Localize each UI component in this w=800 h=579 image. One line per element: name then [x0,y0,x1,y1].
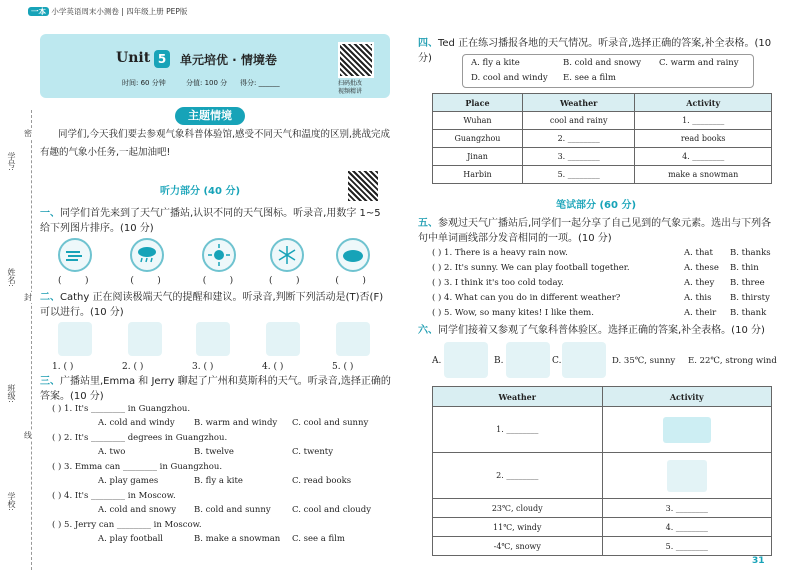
q2-picture-4 [266,322,300,356]
q3-item-1-option-c[interactable]: C. cool and sunny [292,418,369,428]
q3-text [40,374,392,404]
q4-cell: Wuhan [433,112,523,130]
q2-number: 二、 [40,292,60,303]
cloudy-icon [336,238,370,272]
q3-item-5-option-c[interactable]: C. see a film [292,534,345,544]
qr-caption-1: 扫码批改 [338,80,363,87]
q3-item-2-options [52,447,392,462]
q3-item-3-option-b[interactable]: B. fly a kite [194,476,243,486]
q5-item-3-option-a[interactable]: A. they [684,278,715,288]
fold-mark-3: 线 [24,431,32,440]
q6-cell: 11℃, windy [433,518,603,537]
q4-header-place: Place [433,94,523,112]
q4-cell: Harbin [433,166,523,184]
q6-text [418,323,778,338]
q5-item-5-option-b[interactable]: B. thank [730,308,767,318]
q1-blank-3[interactable]: ( ) [202,276,234,286]
snowy-icon [270,238,304,272]
listening-heading: 听力部分 (40 分) [160,186,241,197]
q4-answer-cell[interactable]: 3. ________ [522,148,634,166]
q4-cell: read books [635,130,772,148]
q6-answer-cell[interactable]: 3. ________ [602,499,772,518]
side-label-student-id: 学号: [7,152,16,171]
q3-item-4-option-b[interactable]: B. cold and sunny [194,505,271,515]
q3-item-1-options [52,418,392,433]
q4-number: 四、 [418,38,438,49]
unit-title: 单元培优 · 情境卷 [180,53,277,67]
q6-answer-cell[interactable]: 2. ________ [433,453,603,499]
q1-blank-5[interactable]: ( ) [335,276,366,286]
q4-cell: make a snowman [635,166,772,184]
q2-label-1[interactable]: 1. ( ) [52,362,74,372]
q6-option-b-picture [506,342,550,378]
q3-item-3-option-a[interactable]: A. play games [98,476,159,486]
q1-text [40,206,392,236]
writing-heading: 笔试部分 (60 分) [556,200,637,211]
unit-number-badge: 5 [154,50,170,68]
qr-caption-2: 视频精讲 [338,88,363,95]
q5-item-3-question: ( ) 3. I think it's too cold today. [432,278,564,288]
q5-item-4-option-b[interactable]: B. thirsty [730,293,770,303]
q3-item-1-option-b[interactable]: B. warm and windy [194,418,278,428]
q5-number: 五、 [418,218,438,229]
q5-item-1-option-b[interactable]: B. thanks [730,248,771,258]
grade-label: 四年级上册 PEP版 [126,7,188,16]
q1-number: 一、 [40,208,60,219]
q2-label-5[interactable]: 5. ( ) [332,362,354,372]
q4-cell: Guangzhou [433,130,523,148]
q3-item-3-question: ( ) 3. Emma can ________ in Guangzhou. [52,462,223,472]
q4-table [432,93,772,184]
q5-text [418,216,778,246]
series-title: 小学英语周末小测卷 [51,7,119,16]
q4-option-b: B. cold and snowy [563,58,642,68]
q5-item-5-option-a[interactable]: A. their [684,308,717,318]
q3-item-5-option-b[interactable]: B. make a snowman [194,534,281,544]
q5-item-5 [432,308,777,323]
qr-code-listening[interactable] [348,171,378,201]
q2-label-4[interactable]: 4. ( ) [262,362,284,372]
q6-option-b-label: B. [494,356,504,366]
q2-prompt: Cathy 正在阅读极端天气的提醒和建议。听录音,判断下列活动是(T)否(F)可以进行。(10 分) [40,292,384,318]
q4-option-a: A. fly a kite [471,58,520,68]
q3-item-4-option-c[interactable]: C. cool and cloudy [292,505,372,515]
side-label-school: 学校: [7,492,16,511]
q3-item-2-option-c[interactable]: C. twenty [292,447,334,457]
windy-icon [58,238,92,272]
q3-item-4-option-a[interactable]: A. cold and snowy [98,505,176,515]
q1-blank-1[interactable]: ( ) [58,276,89,286]
q3-item-5-option-a[interactable]: A. play football [98,534,164,544]
q4-cell: Jinan [433,148,523,166]
rainy-icon [130,238,164,272]
series-logo: 一本 [28,7,49,16]
q4-cell: cool and rainy [522,112,634,130]
q5-items [432,248,777,323]
q5-item-3 [432,278,777,293]
series-header: 一本 小学英语周末小测卷 | 四年级上册 PEP版 [28,6,187,17]
q5-item-2 [432,263,777,278]
q5-item-4 [432,293,777,308]
q5-item-1-option-a[interactable]: A. that [684,248,713,258]
q6-cell: 23℃, cloudy [433,499,603,518]
page-number: 31 [752,556,765,566]
q6-option-e: E. 22℃, strong wind [688,356,777,366]
q3-item-2-option-b[interactable]: B. twelve [194,447,234,457]
q6-option-d: D. 35℃, sunny [612,356,676,366]
q4-answer-cell[interactable]: 2. ________ [522,130,634,148]
q6-answer-cell[interactable]: 4. ________ [602,518,772,537]
q5-item-3-option-b[interactable]: B. three [730,278,765,288]
time-info: 时间: 60 分钟 [122,79,166,87]
q6-activity-picture-kids [602,453,772,499]
q5-item-2-option-a[interactable]: A. these [684,263,719,273]
q6-option-c-picture [562,342,606,378]
q4-header-activity: Activity [635,94,772,112]
q6-table [432,386,772,556]
q2-label-3[interactable]: 3. ( ) [192,362,214,372]
fold-mark-2: 封 [24,293,32,302]
q4-header-weather: Weather [522,94,634,112]
q6-header-activity: Activity [602,387,772,407]
q2-picture-2 [128,322,162,356]
qr-code[interactable] [338,42,374,78]
sunny-icon [202,238,236,272]
q6-activity-picture-swim [602,407,772,453]
unit-word: Unit [116,50,151,66]
q3-items [52,404,392,549]
q2-label-2[interactable]: 2. ( ) [122,362,144,372]
score-info: 分值: 100 分 [186,79,228,87]
binding-line [31,110,32,570]
q6-cell: -4℃, snowy [433,537,603,556]
q6-option-a-picture [444,342,488,378]
side-label-name: 姓名: [7,268,16,287]
q3-item-1-question: ( ) 1. It's ________ in Guangzhou. [52,404,191,414]
q2-text [40,290,392,320]
q6-header-weather: Weather [433,387,603,407]
q4-options-box [462,54,754,88]
q4-option-e: E. see a film [563,73,616,83]
q1-blank-4[interactable]: ( ) [269,276,300,286]
q2-picture-3 [196,322,230,356]
q2-picture-5 [336,322,370,356]
got-score-info: 得分: ______ [240,79,280,87]
q3-item-3-options [52,476,392,491]
q6-number: 六、 [418,325,438,336]
q4-answer-cell[interactable]: 5. ________ [522,166,634,184]
q3-item-2-question: ( ) 2. It's ________ degrees in Guangzhou. [52,433,228,443]
q5-item-2-option-b[interactable]: B. thin [730,263,759,273]
q4-option-c: C. warm and rainy [659,58,739,68]
q1-blank-2[interactable]: ( ) [130,276,161,286]
q5-prompt: 参观过天气广播站后,同学们一起分享了自己见到的气象元素。选出与下列各句中单词画线部分发音相同的一项。(10 分) [418,218,772,244]
q6-option-c-label: C. [552,356,562,366]
q3-item-5-options [52,534,392,549]
q3-item-1-option-a[interactable]: A. cold and windy [98,418,175,428]
q2-picture-1 [58,322,92,356]
q1-prompt: 同学们首先来到了天气广播站,认识不同的天气图标。听录音,用数字 1~5 给下列图片排序。(10 分) [40,208,381,234]
q6-prompt: 同学们接着又参观了气象科普体验区。选择正确的答案,补全表格。(10 分) [438,325,765,336]
q1-answer-row [58,276,366,286]
q5-item-2-question: ( ) 2. It's sunny. We can play football together. [432,263,630,273]
q5-item-4-question: ( ) 4. What can you do in different weather? [432,293,621,303]
q5-item-1 [432,248,777,263]
q3-item-4-question: ( ) 4. It's ________ in Moscow. [52,491,176,501]
q4-option-d: D. cool and windy [471,73,548,83]
unit-banner [40,34,390,98]
theme-intro: 同学们,今天我们要去参观气象科普体验馆,感受不同天气和温度的区别,挑战完成有趣的气象小任务,一起加油吧! [40,129,391,158]
q6-option-a-label: A. [432,356,442,366]
q5-item-1-question: ( ) 1. There is a heavy rain now. [432,248,568,258]
q6-answer-cell[interactable]: 1. ________ [433,407,603,453]
q3-number: 三、 [40,376,60,387]
q3-item-5-question: ( ) 5. Jerry can ________ in Moscow. [52,520,202,530]
side-label-class: 班级: [7,384,16,403]
q4-answer-cell[interactable]: 1. ________ [635,112,772,130]
q4-answer-cell[interactable]: 4. ________ [635,148,772,166]
q3-item-3-option-c[interactable]: C. read books [292,476,352,486]
q3-prompt: 广播站里,Emma 和 Jerry 聊起了广州和莫斯科的天气。听录音,选择正确的答案。(10 分) [40,376,391,402]
fold-mark-1: 密 [24,129,32,138]
q5-item-5-question: ( ) 5. Wow, so many kites! I like them. [432,308,594,318]
q3-item-2-option-a[interactable]: A. two [98,447,126,457]
q5-item-4-option-a[interactable]: A. this [684,293,712,303]
theme-label: 主题情境 [175,107,245,125]
q4-prompt: Ted 正在练习播报各地的天气情况。听录音,选择正确的答案,补全表格。(10 分) [418,38,772,64]
q3-item-4-options [52,505,392,520]
q6-answer-cell[interactable]: 5. ________ [602,537,772,556]
